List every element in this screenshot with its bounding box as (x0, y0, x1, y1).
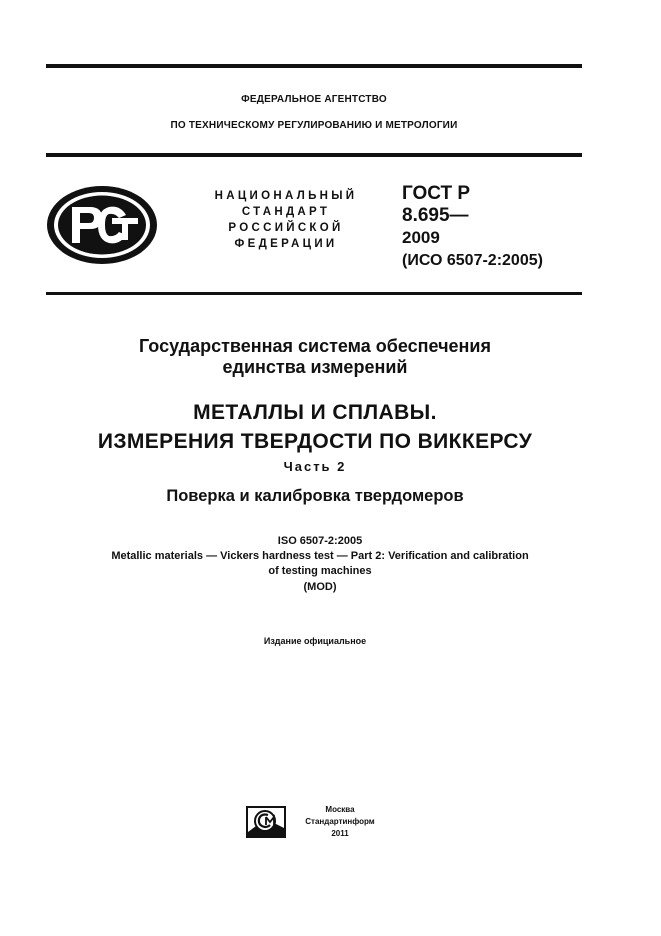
national-standard-line: НАЦИОНАЛЬНЫЙ (214, 190, 358, 202)
national-standard-line: ФЕДЕРАЦИИ (234, 238, 338, 250)
designation-line-3: 2009 (402, 228, 440, 247)
designation-line-2: 8.695— (402, 205, 469, 226)
national-standard-label (200, 188, 372, 252)
main-title-line-2: ИЗМЕРЕНИЯ ТВЕРДОСТИ ПО ВИККЕРСУ (97, 430, 533, 453)
agency-line-1: ФЕДЕРАЛЬНОЕ АГЕНТСТВО (241, 94, 387, 105)
designation-line-1: ГОСТ Р (402, 183, 471, 204)
standard-designation (402, 183, 543, 273)
main-title-line-1: МЕТАЛЛЫ И СПЛАВЫ. (193, 401, 437, 424)
system-title (0, 336, 630, 378)
publisher-city: Москва (325, 805, 355, 814)
standard-block-rule (46, 292, 582, 295)
iso-title-line-2: of testing machines (268, 565, 372, 577)
publisher-block (294, 804, 386, 840)
header-rule (46, 153, 582, 157)
designation-line-4: (ИСО 6507-2:2005) (402, 252, 543, 269)
top-rule (46, 64, 582, 68)
national-standard-line: РОССИЙСКОЙ (228, 222, 344, 234)
system-title-line-2: единства измерений (222, 357, 408, 377)
system-title-line-1: Государственная система обеспечения (139, 336, 491, 356)
standartinform-logo-icon (246, 806, 286, 838)
pct-gost-logo-icon (46, 185, 158, 265)
document-subtitle: Поверка и калибровка твердомеров (166, 487, 464, 505)
iso-mod-label: (MOD) (303, 581, 337, 593)
edition-label: Издание официальное (263, 636, 367, 646)
iso-code: ISO 6507-2:2005 (277, 535, 363, 547)
publisher-name: Стандартинформ (305, 817, 375, 826)
agency-line-2: ПО ТЕХНИЧЕСКОМУ РЕГУЛИРОВАНИЮ И МЕТРОЛОГИИ (170, 120, 458, 131)
iso-title-line-1: Metallic materials — Vickers hardness test — Part 2: Verification and calibration (111, 550, 529, 562)
main-title (0, 398, 630, 456)
national-standard-line: СТАНДАРТ (241, 206, 331, 218)
publication-year: 2011 (331, 829, 349, 838)
part-label: Часть 2 (283, 459, 347, 474)
